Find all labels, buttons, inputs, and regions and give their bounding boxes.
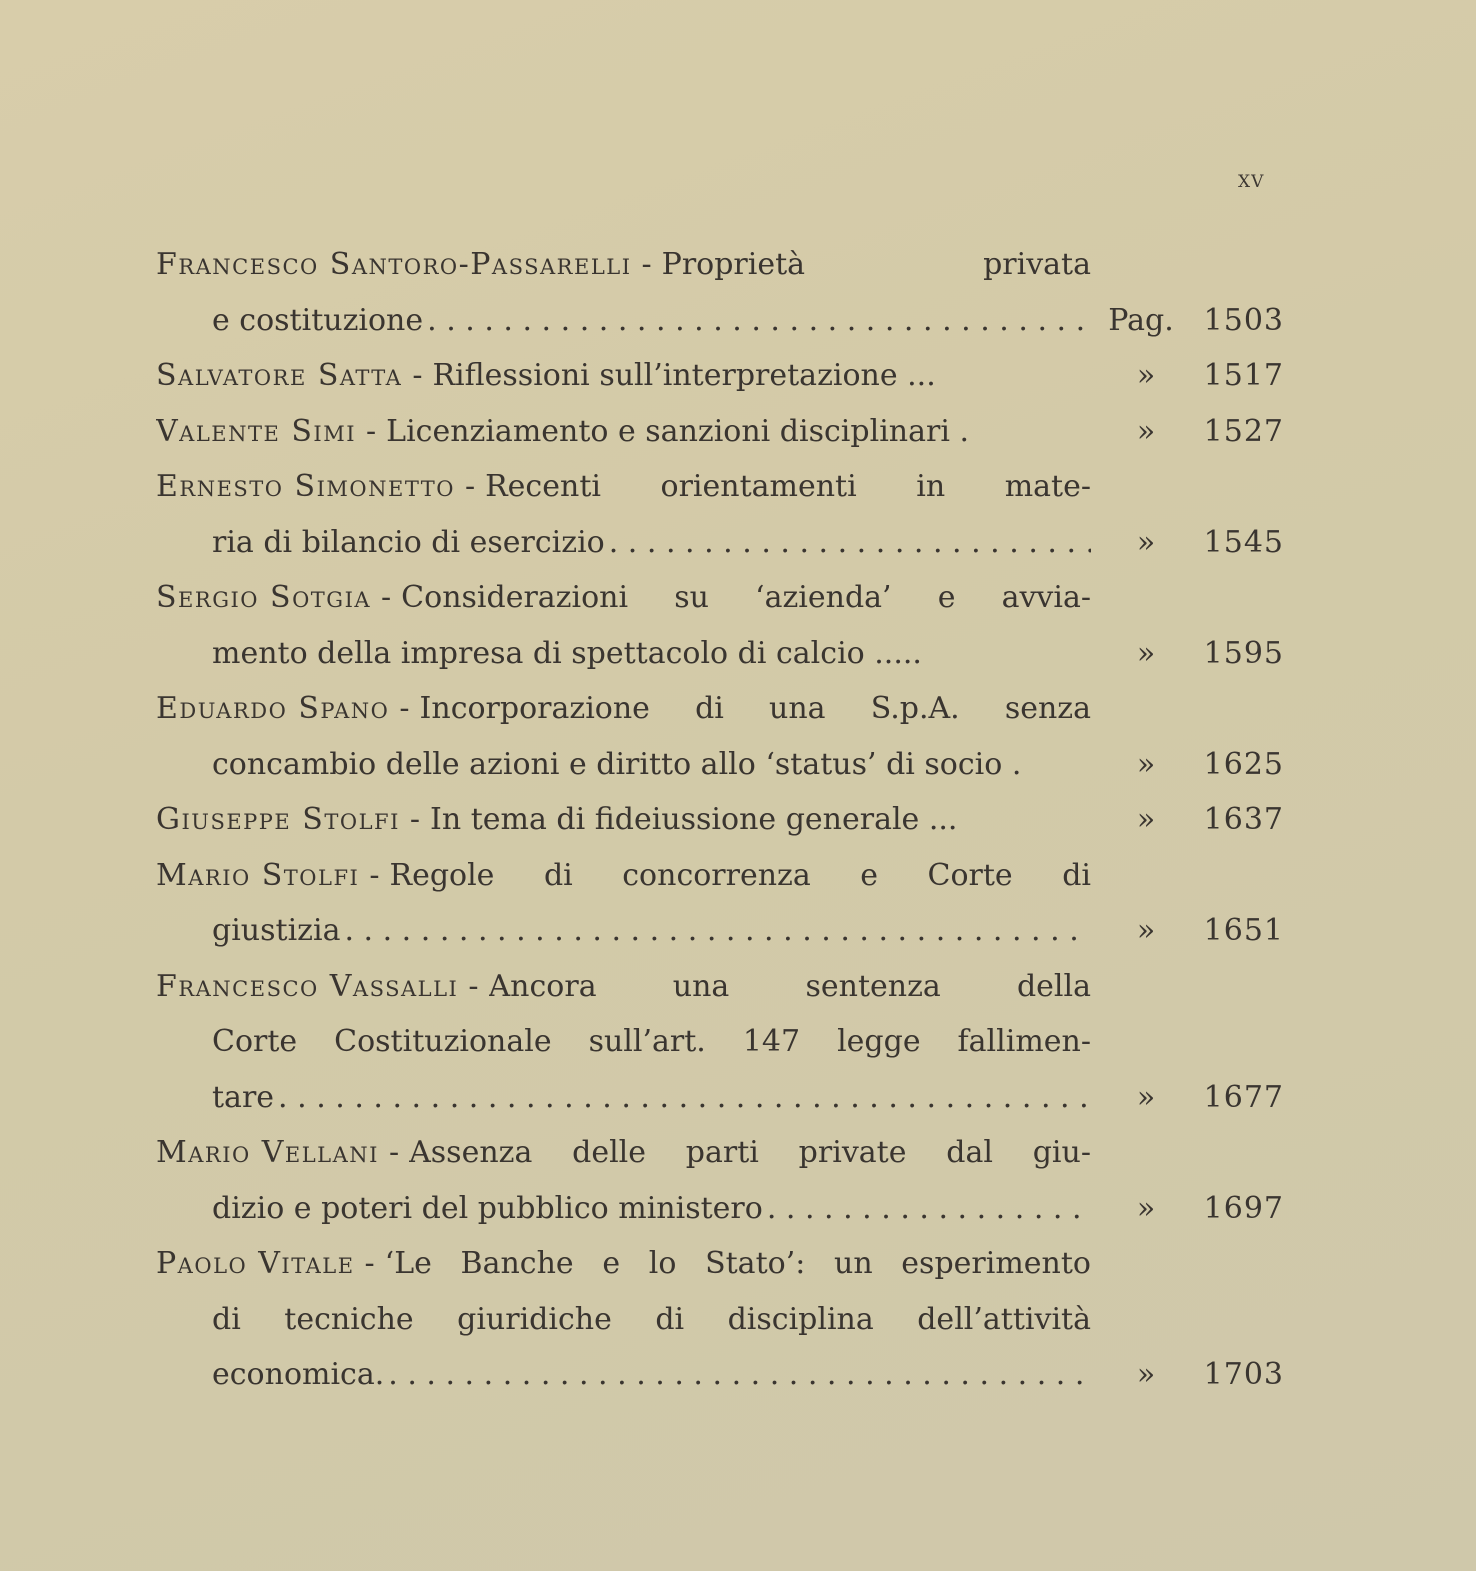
toc-entry-first-line <box>156 1125 1286 1181</box>
page-number-ref: 1651 <box>1203 913 1284 948</box>
page-number-ref: 1697 <box>1203 1190 1284 1226</box>
toc-entry-first-line <box>156 792 1286 848</box>
ditto-mark: » <box>1136 1079 1156 1115</box>
article-title: dizio e poteri del pubblico ministero <box>212 1190 763 1226</box>
page-number-ref: 1677 <box>1203 1079 1284 1115</box>
table-of-contents <box>156 237 1286 1403</box>
toc-entry-first-line <box>156 959 1286 1015</box>
toc-entry-continuation-line <box>156 515 1286 571</box>
article-title: e costituzione <box>212 302 424 338</box>
separator: - <box>381 580 392 615</box>
toc-entry <box>156 1125 1286 1236</box>
ditto-mark: » <box>1136 413 1156 449</box>
separator: - <box>369 857 380 893</box>
page-number-ref: 1527 <box>1203 413 1284 449</box>
toc-entry-continuation-line <box>156 626 1286 682</box>
toc-entry <box>156 792 1286 848</box>
article-title: di tecniche giuridiche di disciplina dell’attività <box>212 1301 1091 1337</box>
article-title: giustizia <box>212 913 341 948</box>
author-name: Mario Stolfi <box>156 857 360 893</box>
dot-leader <box>388 1347 1091 1402</box>
separator: - <box>399 691 410 726</box>
article-title: Considerazioni su ‘azienda’ e avvia- <box>401 580 1091 615</box>
dot-leader <box>278 1070 1091 1125</box>
ditto-mark: » <box>1136 1357 1156 1392</box>
author-name: Paolo Vitale <box>156 1246 355 1281</box>
toc-entry-continuation-line <box>156 1292 1286 1348</box>
page-number-ref: 1595 <box>1203 635 1284 671</box>
article-title: In tema di fideiussione generale ... <box>430 802 958 837</box>
toc-entry <box>156 570 1286 681</box>
toc-entry-continuation-line <box>156 1014 1286 1070</box>
toc-entry-continuation-line <box>156 737 1286 793</box>
dot-leader <box>609 515 1091 570</box>
toc-entry <box>156 404 1286 460</box>
dot-leader <box>427 293 1091 348</box>
toc-entry <box>156 848 1286 959</box>
ditto-mark: » <box>1136 1190 1156 1226</box>
ditto-mark: » <box>1136 746 1156 782</box>
article-title: Riflessioni sull’interpretazione ... <box>432 358 936 393</box>
toc-entry-first-line <box>156 404 1286 460</box>
toc-entry <box>156 237 1286 348</box>
toc-entry-continuation-line <box>156 1070 1286 1126</box>
toc-entry-first-line <box>156 348 1286 404</box>
ditto-mark: » <box>1136 524 1156 560</box>
page-number-ref: 1637 <box>1203 802 1284 837</box>
toc-entry-first-line <box>156 570 1286 626</box>
author-name: Eduardo Spano <box>156 691 390 726</box>
article-title: mento della impresa di spettacolo di calcio ..... <box>212 635 922 671</box>
page-number-ref: 1625 <box>1203 746 1284 782</box>
author-name: Valente Simi <box>156 413 356 449</box>
separator: - <box>364 1246 375 1281</box>
page-number: xv <box>1238 165 1265 193</box>
author-name: Giuseppe Stolfi <box>156 802 400 837</box>
toc-entry <box>156 348 1286 404</box>
author-name: Francesco Vassalli <box>156 968 459 1004</box>
page-number-ref: 1517 <box>1203 358 1284 393</box>
separator: - <box>468 968 479 1004</box>
toc-entry <box>156 1236 1286 1403</box>
article-title: economica. <box>212 1357 385 1392</box>
separator: - <box>412 358 423 393</box>
dot-leader <box>767 1181 1091 1236</box>
toc-entry-first-line <box>156 681 1286 737</box>
article-title: Assenza delle parti private dal giu- <box>409 1135 1091 1170</box>
article-title: Corte Costituzionale sull’art. 147 legge fallimen- <box>212 1024 1091 1059</box>
article-title: tare <box>212 1079 275 1115</box>
ditto-mark: » <box>1136 913 1156 948</box>
toc-entry-first-line <box>156 459 1286 515</box>
toc-entry <box>156 959 1286 1126</box>
author-name: Mario Vellani <box>156 1135 379 1170</box>
page-prefix: Pag. <box>1108 302 1174 338</box>
separator: - <box>641 247 652 282</box>
toc-entry <box>156 681 1286 792</box>
author-name: Salvatore Satta <box>156 358 403 393</box>
page-number-ref: 1503 <box>1203 302 1284 338</box>
article-title: ‘Le Banche e lo Stato’: un esperimento <box>384 1246 1091 1281</box>
author-name: Ernesto Simonetto <box>156 469 455 504</box>
separator: - <box>409 802 421 837</box>
page-number-ref: 1703 <box>1203 1357 1284 1392</box>
toc-entry-continuation-line <box>156 1347 1286 1403</box>
author-name: Francesco Santoro-Passarelli <box>156 247 632 282</box>
toc-entry-continuation-line <box>156 293 1286 349</box>
author-name: Sergio Sotgia <box>156 580 372 615</box>
article-title: concambio delle azioni e diritto allo ‘status’ di socio . <box>212 746 1022 782</box>
separator: - <box>366 413 377 449</box>
separator: - <box>464 469 476 504</box>
article-title: Recenti orientamenti in mate- <box>485 469 1091 504</box>
ditto-mark: » <box>1136 635 1156 671</box>
ditto-mark: » <box>1136 358 1156 393</box>
toc-entry-continuation-line <box>156 1181 1286 1237</box>
article-title: Licenziamento e sanzioni disciplinari . <box>386 413 970 449</box>
toc-entry-first-line <box>156 848 1286 904</box>
toc-entry-first-line <box>156 1236 1286 1292</box>
ditto-mark: » <box>1136 802 1156 837</box>
toc-entry <box>156 459 1286 570</box>
toc-entry-first-line <box>156 237 1286 293</box>
article-title: Proprietà privata <box>661 247 1091 282</box>
article-title: ria di bilancio di esercizio <box>212 524 605 560</box>
article-title: Incorporazione di una S.p.A. senza <box>419 691 1091 726</box>
dot-leader <box>344 903 1091 958</box>
article-title: Regole di concorrenza e Corte di <box>389 857 1091 893</box>
page-number-ref: 1545 <box>1203 524 1284 560</box>
article-title: Ancora una sentenza della <box>488 968 1091 1004</box>
toc-entry-continuation-line <box>156 903 1286 959</box>
separator: - <box>388 1135 400 1170</box>
